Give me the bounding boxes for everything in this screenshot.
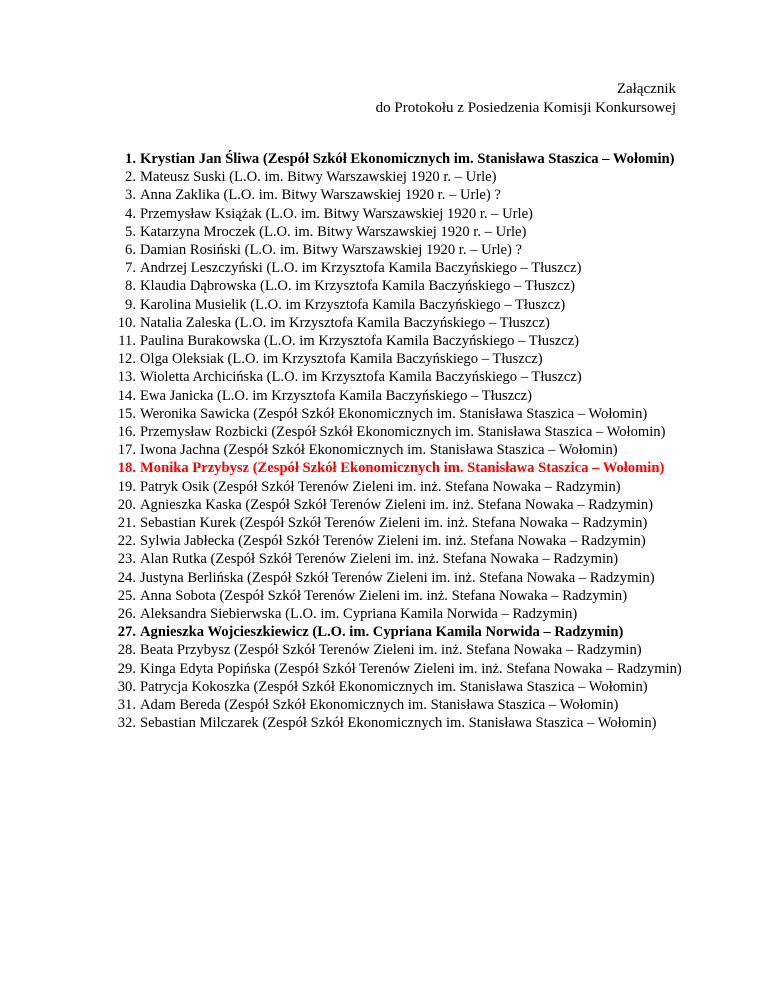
list-item-number: 9. xyxy=(125,296,136,313)
attachment-label: Załącznik xyxy=(616,81,676,97)
list-item-text: Sylwia Jabłecka (Zespół Szkół Terenów Zieleni im. inż. Stefana Nowaka – Radzymin) xyxy=(140,533,646,550)
list-item-text: Iwona Jachna (Zespół Szkół Ekonomicznych im. Stanisława Staszica – Wołomin) xyxy=(140,442,618,459)
list-item-text: Natalia Zaleska (L.O. im Krzysztofa Kamila Baczyńskiego – Tłuszcz) xyxy=(140,314,550,331)
list-item-number: 15. xyxy=(117,405,136,422)
list-item-number: 14. xyxy=(117,387,136,404)
list-item-number: 13. xyxy=(117,369,136,386)
list-item-text: Justyna Berlińska (Zespół Szkół Terenów Zieleni im. inż. Stefana Nowaka – Radzymin) xyxy=(140,569,655,586)
list-item-text: Monika Przybysz (Zespół Szkół Ekonomicznych im. Stanisława Staszica – Wołomin) xyxy=(140,460,665,477)
list-item-text: Anna Zaklika (L.O. im. Bitwy Warszawskiej 1920 r. – Urle) ? xyxy=(140,187,501,204)
list-item-text: Ewa Janicka (L.O. im Krzysztofa Kamila Baczyńskiego – Tłuszcz) xyxy=(140,387,533,404)
list-item-number: 7. xyxy=(125,260,136,277)
list-item-number: 17. xyxy=(117,442,136,459)
list-item xyxy=(106,405,696,423)
list-item xyxy=(106,660,696,678)
list-item-number: 6. xyxy=(125,242,136,259)
list-item-text: Kinga Edyta Popińska (Zespół Szkół Terenów Zieleni im. inż. Stefana Nowaka – Radzymin) xyxy=(140,660,682,677)
list-item xyxy=(106,296,696,314)
list-item xyxy=(106,532,696,550)
list-item xyxy=(106,168,696,186)
list-item-number: 8. xyxy=(125,278,136,295)
list-item-number: 19. xyxy=(117,478,136,495)
list-item-text: Agnieszka Wojcieszkiewicz (L.O. im. Cypriana Kamila Norwida – Radzymin) xyxy=(140,624,624,641)
list-item xyxy=(106,241,696,259)
list-item xyxy=(106,150,696,168)
list-item xyxy=(106,350,696,368)
list-item xyxy=(106,623,696,641)
list-item-text: Patrycja Kokoszka (Zespół Szkół Ekonomicznych im. Stanisława Staszica – Wołomin) xyxy=(140,678,648,695)
list-item-number: 21. xyxy=(117,515,136,532)
list-item-number: 11. xyxy=(118,333,136,350)
list-item-number: 28. xyxy=(117,642,136,659)
list-item-text: Paulina Burakowska (L.O. im Krzysztofa Kamila Baczyńskiego – Tłuszcz) xyxy=(140,333,580,350)
list-item xyxy=(106,514,696,532)
list-item xyxy=(106,223,696,241)
list-item-number: 29. xyxy=(117,660,136,677)
list-item-number: 22. xyxy=(117,533,136,550)
list-item-text: Przemysław Książak (L.O. im. Bitwy Warszawskiej 1920 r. – Urle) xyxy=(140,205,533,222)
list-item-number: 3. xyxy=(125,187,136,204)
list-item xyxy=(106,478,696,496)
list-item xyxy=(106,550,696,568)
list-item-number: 27. xyxy=(117,624,136,641)
list-item-number: 1. xyxy=(125,151,136,167)
list-item-text: Adam Bereda (Zespół Szkół Ekonomicznych im. Stanisława Staszica – Wołomin) xyxy=(140,697,619,714)
list-item-text: Mateusz Suski (L.O. im. Bitwy Warszawskiej 1920 r. – Urle) xyxy=(140,169,497,186)
list-item xyxy=(106,259,696,277)
list-item-number: 10. xyxy=(117,314,136,331)
list-item-number: 4. xyxy=(125,205,136,222)
list-item-number: 16. xyxy=(117,424,136,441)
list-item-text: Karolina Musielik (L.O. im Krzysztofa Kamila Baczyńskiego – Tłuszcz) xyxy=(140,296,566,313)
list-item-number: 31. xyxy=(117,697,136,714)
list-item-number: 5. xyxy=(125,223,136,240)
list-item-number: 12. xyxy=(117,351,136,368)
list-item-text: Wioletta Archicińska (L.O. im Krzysztofa Kamila Baczyńskiego – Tłuszcz) xyxy=(140,369,582,386)
list-item xyxy=(106,314,696,332)
list-item-text: Patryk Osik (Zespół Szkół Terenów Zieleni im. inż. Stefana Nowaka – Radzymin) xyxy=(140,478,621,495)
list-item-text: Sebastian Kurek (Zespół Szkół Terenów Zieleni im. inż. Stefana Nowaka – Radzymin) xyxy=(140,515,648,532)
list-item-number: 18. xyxy=(117,460,136,477)
list-item-number: 24. xyxy=(117,569,136,586)
list-item xyxy=(106,277,696,295)
list-item xyxy=(106,441,696,459)
list-item xyxy=(106,696,696,714)
list-item-text: Agnieszka Kaska (Zespół Szkół Terenów Zieleni im. inż. Stefana Nowaka – Radzymin) xyxy=(140,496,653,513)
document-header xyxy=(376,80,676,118)
protocol-reference: do Protokołu z Posiedzenia Komisji Konkursowej xyxy=(375,100,676,116)
list-item-text: Weronika Sawicka (Zespół Szkół Ekonomicznych im. Stanisława Staszica – Wołomin) xyxy=(140,405,648,422)
list-item-number: 25. xyxy=(117,587,136,604)
list-item xyxy=(106,332,696,350)
list-item-number: 26. xyxy=(117,606,136,623)
list-item xyxy=(106,368,696,386)
list-item xyxy=(106,714,696,732)
list-item xyxy=(106,587,696,605)
list-item-text: Sebastian Milczarek (Zespół Szkół Ekonomicznych im. Stanisława Staszica – Wołomin) xyxy=(140,715,657,732)
participant-list xyxy=(106,150,696,733)
list-item-text: Beata Przybysz (Zespół Szkół Terenów Zieleni im. inż. Stefana Nowaka – Radzymin) xyxy=(140,642,642,659)
list-item-number: 30. xyxy=(117,678,136,695)
list-item xyxy=(106,205,696,223)
list-item-text: Damian Rosiński (L.O. im. Bitwy Warszawskiej 1920 r. – Urle) ? xyxy=(140,242,522,259)
list-item-text: Przemysław Rozbicki (Zespół Szkół Ekonomicznych im. Stanisława Staszica – Wołomin) xyxy=(140,424,666,441)
list-item-text: Olga Oleksiak (L.O. im Krzysztofa Kamila Baczyńskiego – Tłuszcz) xyxy=(140,351,543,368)
list-item xyxy=(106,641,696,659)
list-item xyxy=(106,678,696,696)
list-item-text: Andrzej Leszczyński (L.O. im Krzysztofa Kamila Baczyńskiego – Tłuszcz) xyxy=(140,260,582,277)
list-item-text: Alan Rutka (Zespół Szkół Terenów Zieleni im. inż. Stefana Nowaka – Radzymin) xyxy=(140,551,619,568)
list-item-text: Klaudia Dąbrowska (L.O. im Krzysztofa Kamila Baczyńskiego – Tłuszcz) xyxy=(140,278,575,295)
list-item xyxy=(106,423,696,441)
list-item xyxy=(106,496,696,514)
list-item-number: 32. xyxy=(117,715,136,732)
list-item-number: 20. xyxy=(117,496,136,513)
list-item-number: 23. xyxy=(117,551,136,568)
list-item xyxy=(106,459,696,477)
list-item xyxy=(106,605,696,623)
list-item-text: Krystian Jan Śliwa (Zespół Szkół Ekonomicznych im. Stanisława Staszica – Wołomin) xyxy=(140,151,675,167)
list-item-text: Anna Sobota (Zespół Szkół Terenów Zieleni im. inż. Stefana Nowaka – Radzymin) xyxy=(140,587,628,604)
list-item xyxy=(106,569,696,587)
list-item xyxy=(106,387,696,405)
list-item-text: Aleksandra Siebierwska (L.O. im. Cypriana Kamila Norwida – Radzymin) xyxy=(140,606,578,623)
list-item-number: 2. xyxy=(125,169,136,186)
list-item xyxy=(106,186,696,204)
list-item-text: Katarzyna Mroczek (L.O. im. Bitwy Warszawskiej 1920 r. – Urle) xyxy=(140,223,527,240)
